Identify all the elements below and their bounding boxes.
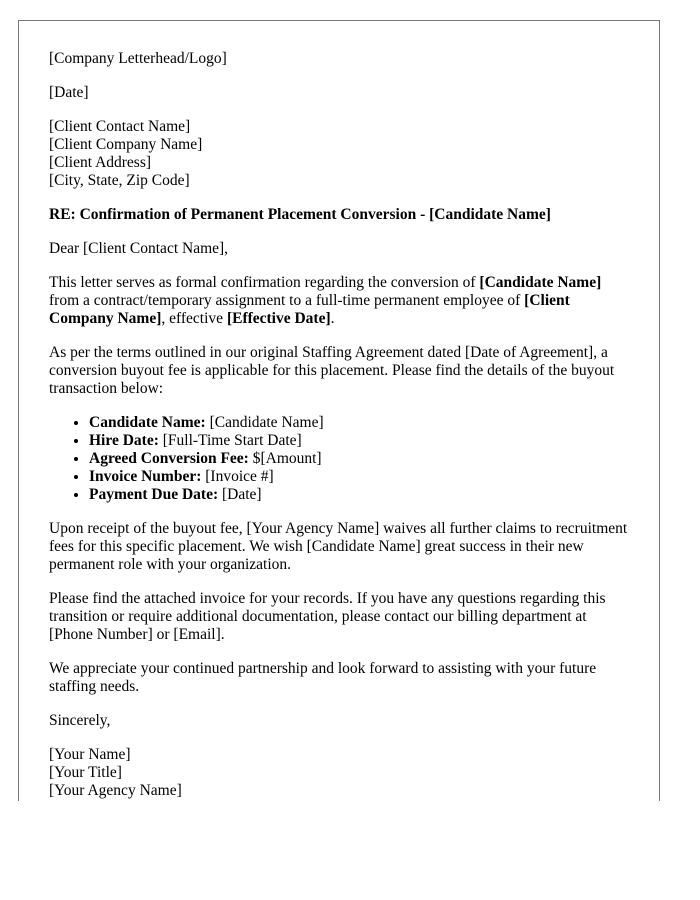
closing: Sincerely, xyxy=(49,712,111,729)
paragraph-text: . xyxy=(330,310,335,327)
letterhead: [Company Letterhead/Logo] xyxy=(49,50,227,67)
detail-value: [Date] xyxy=(218,486,262,503)
effective-date-bold: [Effective Date] xyxy=(226,310,331,327)
signature-block xyxy=(49,746,629,800)
signer-agency: [Your Agency Name] xyxy=(49,782,182,799)
list-item xyxy=(89,486,629,504)
salutation: Dear [Client Contact Name], xyxy=(49,240,229,257)
client-company-bold: [Client Company Name] xyxy=(49,292,570,327)
list-item xyxy=(89,432,629,450)
recipient-address xyxy=(49,118,629,190)
paragraph-text: from a contract/temporary assignment to a full-time permanent employee of xyxy=(49,292,525,309)
recipient-city-state-zip: [City, State, Zip Code] xyxy=(49,172,190,189)
buyout-details-list xyxy=(49,414,629,504)
detail-value: $[Amount] xyxy=(248,450,322,467)
subject-line: RE: Confirmation of Permanent Placement Conversion - [Candidate Name] xyxy=(49,206,551,223)
detail-value: [Full-Time Start Date] xyxy=(158,432,302,449)
list-item xyxy=(89,414,629,432)
signer-name: [Your Name] xyxy=(49,746,131,763)
detail-label: Invoice Number: xyxy=(89,468,202,485)
paragraph-text: This letter serves as formal confirmation regarding the conversion of xyxy=(49,274,480,291)
detail-value: [Candidate Name] xyxy=(205,414,324,431)
list-item xyxy=(89,450,629,468)
signer-title: [Your Title] xyxy=(49,764,122,781)
paragraph-appreciation: We appreciate your continued partnership and look forward to assisting with your future staffing needs. xyxy=(49,660,597,695)
paragraph-agreement: As per the terms outlined in our original Staffing Agreement dated [Date of Agreement], a conversion buyout fee is applicable for this placement. Please find the details of the buyout transaction below: xyxy=(49,344,615,397)
detail-label: Hire Date: xyxy=(89,432,159,449)
candidate-name-bold: [Candidate Name] xyxy=(479,274,602,291)
detail-label: Candidate Name: xyxy=(89,414,206,431)
letter-date: [Date] xyxy=(49,84,89,101)
recipient-contact-name: [Client Contact Name] xyxy=(49,118,191,135)
recipient-address-line: [Client Address] xyxy=(49,154,152,171)
paragraph-text: , effective xyxy=(161,310,227,327)
paragraph-waiver: Upon receipt of the buyout fee, [Your Agency Name] waives all further claims to recruitment fees for this specific placement. We wish [Candidate Name] great success in their new permanent role with your organization. xyxy=(49,520,628,573)
list-item xyxy=(89,468,629,486)
letter-page xyxy=(18,20,660,801)
paragraph-conversion xyxy=(49,274,629,328)
detail-value: [Invoice #] xyxy=(201,468,274,485)
detail-label: Agreed Conversion Fee: xyxy=(89,450,249,467)
paragraph-invoice: Please find the attached invoice for your records. If you have any questions regarding this transition or require additional documentation, please contact our billing department at [Phone Number] or [Email]. xyxy=(49,590,606,643)
detail-label: Payment Due Date: xyxy=(89,486,219,503)
recipient-company-name: [Client Company Name] xyxy=(49,136,203,153)
